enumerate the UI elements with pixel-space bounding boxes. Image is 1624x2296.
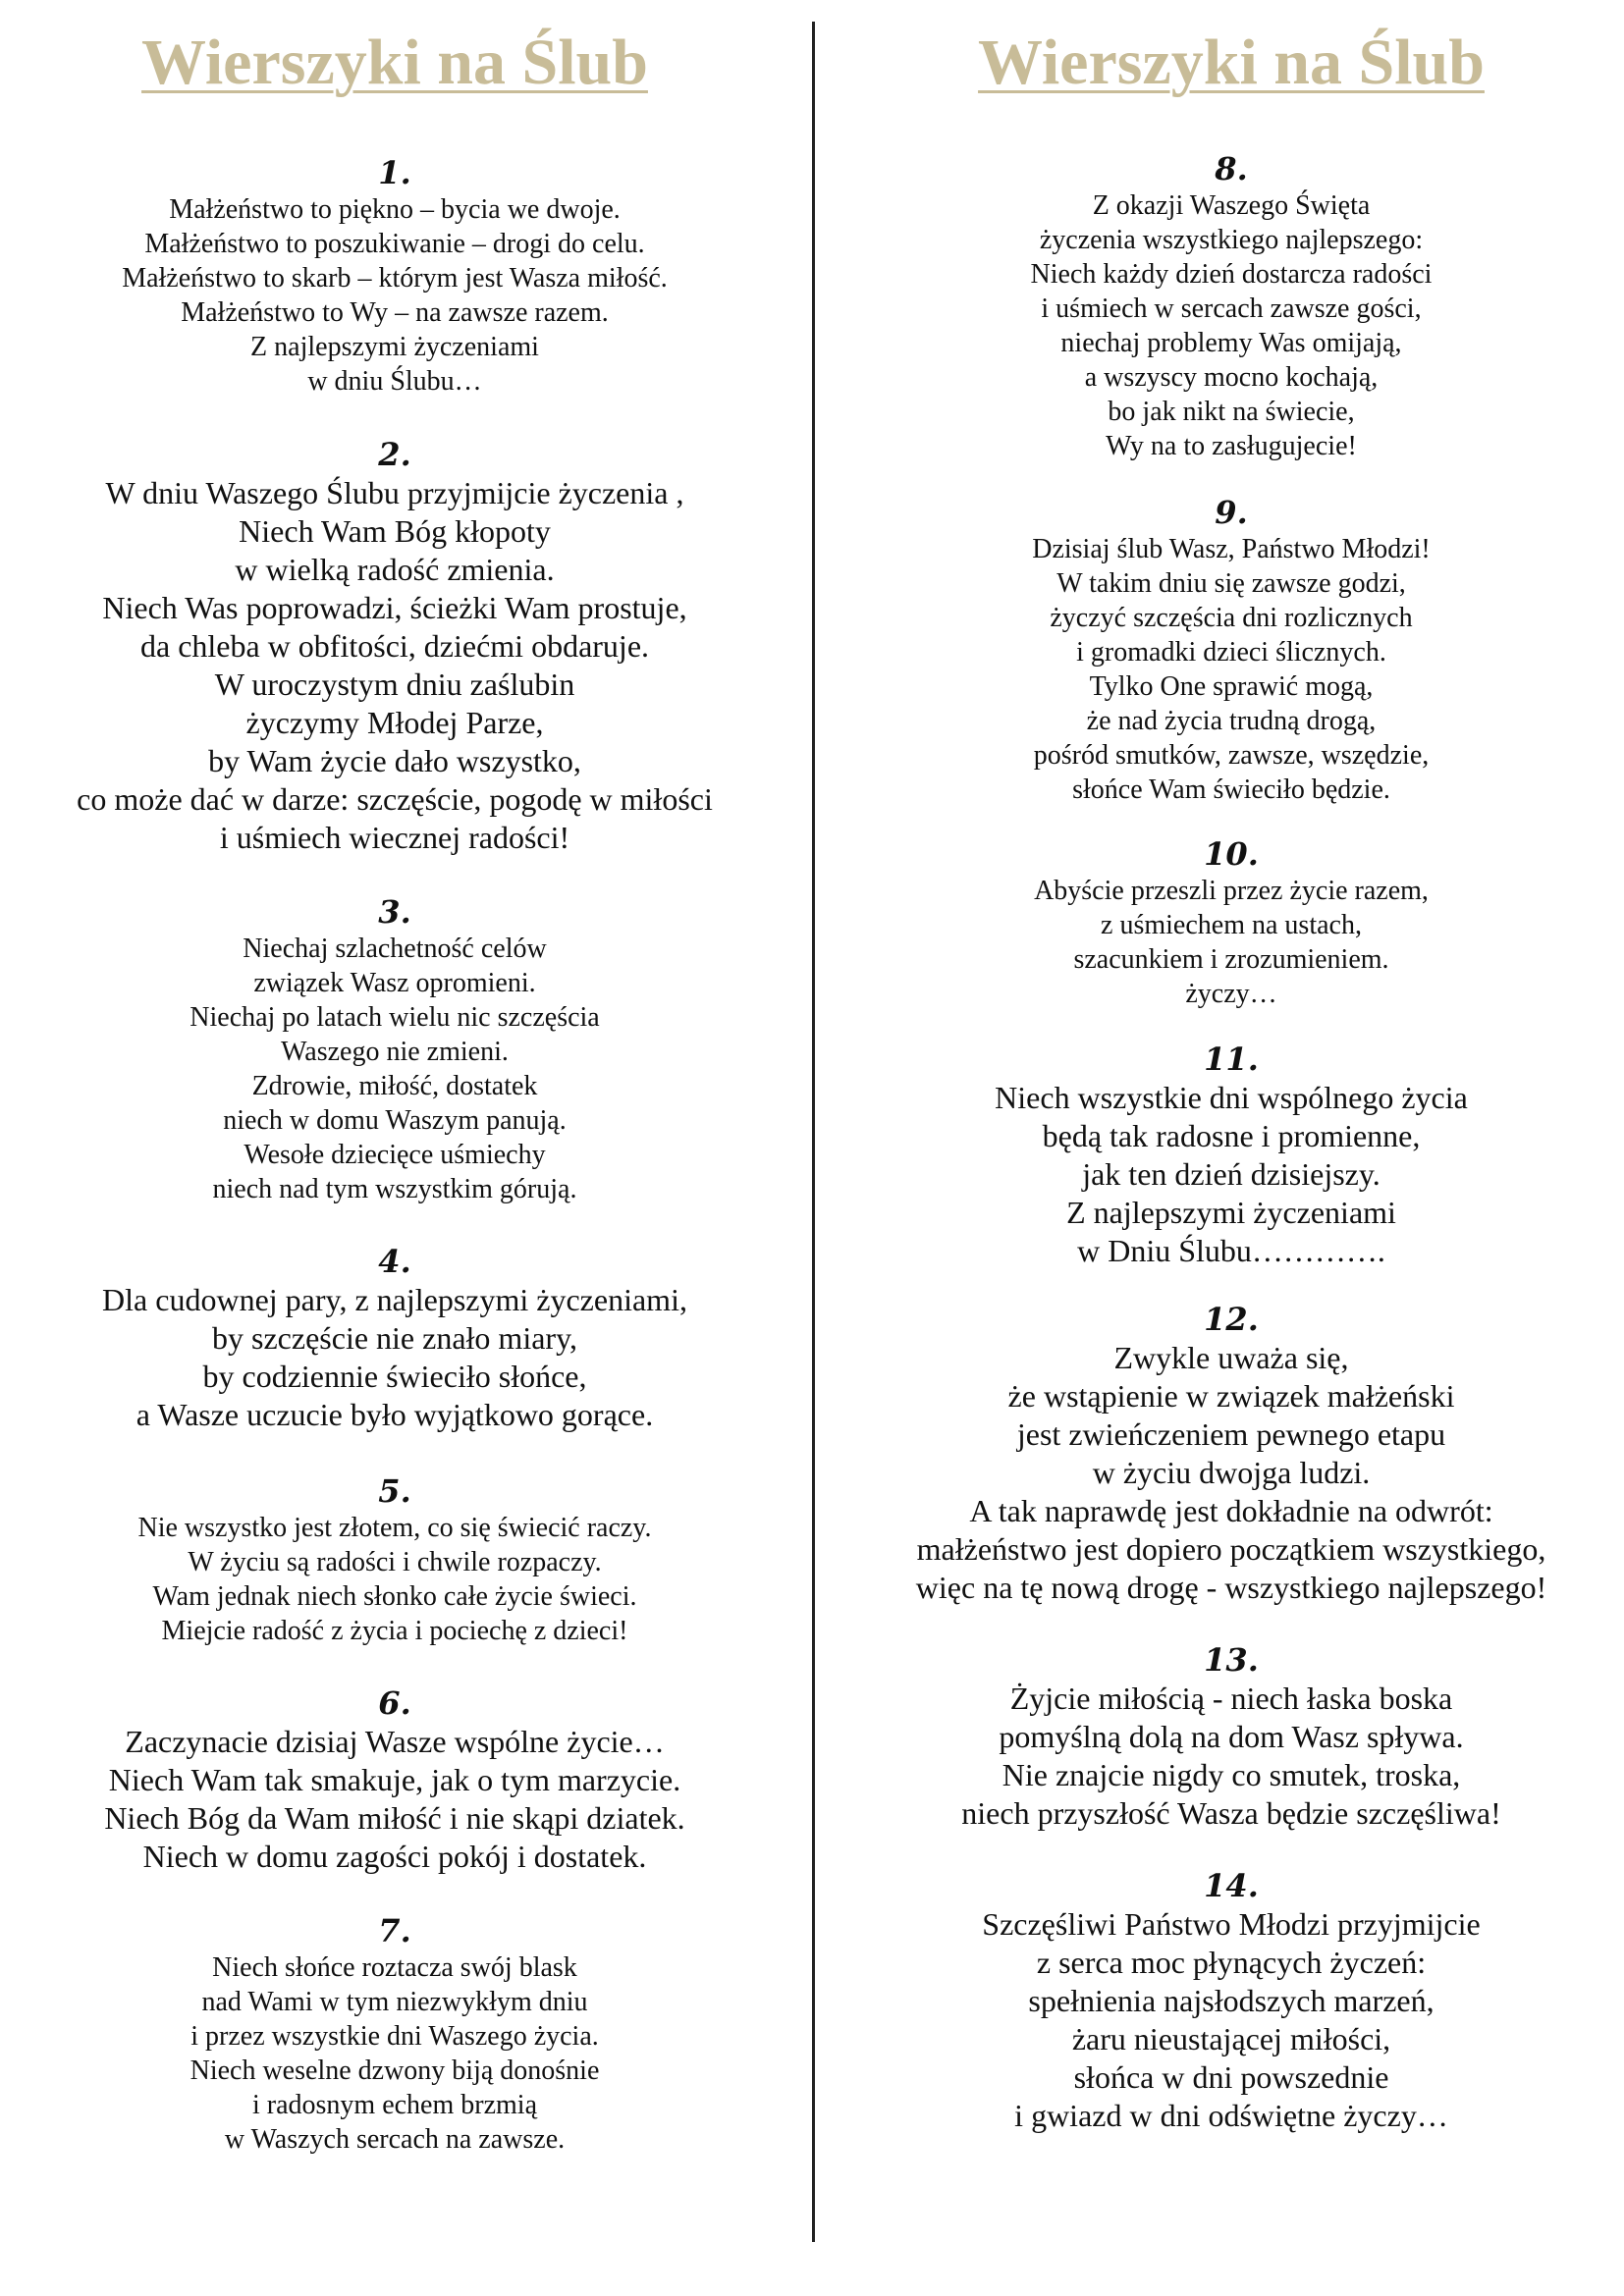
poem-line: Niech Wam Bóg kłopoty xyxy=(239,513,551,549)
poem-line: Małżeństwo to piękno – bycia we dwoje. xyxy=(169,194,621,225)
poem-line: W życiu są radości i chwile rozpaczy. xyxy=(188,1547,602,1577)
poem-line: jest zwieńczeniem pewnego etapu xyxy=(1016,1416,1446,1452)
poem-line: Niech w domu zagości pokój i dostatek. xyxy=(142,1839,647,1874)
poem-4 xyxy=(2,1242,787,1434)
poem-line: Niech Bóg da Wam miłość i nie skąpi dziatek. xyxy=(104,1800,685,1836)
poem-number: 3. xyxy=(378,893,411,931)
poem-line: pośród smutków, zawsze, wszędzie, xyxy=(1033,740,1430,771)
poem-line: Niechaj szlachetność celów xyxy=(243,934,547,964)
poem-7 xyxy=(2,1911,787,2157)
poem-line: Wam jednak niech słonko całe życie świeci. xyxy=(152,1581,637,1612)
poem-line: co może dać w darze: szczęście, pogodę w miłości xyxy=(77,781,713,817)
poem-line: Niech weselne dzwony biją donośnie xyxy=(189,2056,600,2086)
poem-number: 4. xyxy=(378,1243,411,1280)
poem-line: i uśmiech w sercach zawsze gości, xyxy=(1041,294,1422,324)
poem-number: 6. xyxy=(378,1684,411,1722)
poem-3 xyxy=(2,892,787,1206)
poem-line: by Wam życie dało wszystko, xyxy=(208,743,581,778)
poem-9 xyxy=(839,493,1624,807)
poem-line: Abyście przeszli przez życie razem, xyxy=(1034,876,1429,906)
poem-10 xyxy=(839,834,1624,1011)
poem-line: małżeństwo jest dopiero początkiem wszystkiego, xyxy=(916,1531,1546,1567)
poem-line: Z najlepszymi życzeniami xyxy=(1066,1195,1396,1230)
poem-number: 1. xyxy=(378,154,411,191)
poem-number: 8. xyxy=(1215,150,1248,187)
poem-line: żaru nieustającej miłości, xyxy=(1071,2021,1391,2056)
poem-6 xyxy=(2,1683,787,1876)
poem-line: Dla cudownej pary, z najlepszymi życzeniami, xyxy=(102,1282,687,1317)
poem-line: Szczęśliwi Państwo Młodzi przyjmijcie xyxy=(982,1906,1481,1942)
poem-line: Żyjcie miłością - niech łaska boska xyxy=(1009,1681,1453,1716)
poem-line: słońca w dni powszednie xyxy=(1073,2059,1389,2095)
poem-line: Małżeństwo to poszukiwanie – drogi do celu. xyxy=(144,229,645,259)
poem-line: słońce Wam świeciło będzie. xyxy=(1072,774,1390,805)
page-title: Wierszyki na Ślub xyxy=(141,27,648,98)
poem-line: Nie znajcie nigdy co smutek, troska, xyxy=(1001,1757,1461,1792)
poem-line: pomyślną dolą na dom Wasz spływa. xyxy=(999,1719,1464,1754)
poem-line: a wszyscy mocno kochają, xyxy=(1084,362,1379,393)
poem-line: i radosnym echem brzmią xyxy=(251,2090,537,2120)
poem-line: Zaczynacie dzisiaj Wasze wspólne życie… xyxy=(125,1724,665,1759)
poem-line: Niech każdy dzień dostarcza radości xyxy=(1030,259,1433,290)
poem-line: niech nad tym wszystkim górują. xyxy=(212,1174,577,1204)
poem-number: 11. xyxy=(1204,1041,1259,1078)
poem-line: jak ten dzień dzisiejszy. xyxy=(1082,1156,1380,1192)
poem-line: Z najlepszymi życzeniami xyxy=(250,332,539,362)
poem-line: a Wasze uczucie było wyjątkowo gorące. xyxy=(135,1397,654,1432)
poem-line: Niech wszystkie dni wspólnego życia xyxy=(995,1080,1468,1115)
poem-line: Niech słońce roztacza swój blask xyxy=(212,1952,577,1983)
poem-line: z serca moc płynących życzeń: xyxy=(1036,1945,1427,1980)
poem-line: Zwykle uważa się, xyxy=(1113,1340,1349,1375)
poem-line: z uśmiechem na ustach, xyxy=(1101,910,1362,940)
poem-line: i uśmiech wiecznej radości! xyxy=(219,820,570,855)
poem-line: w życiu dwojga ludzi. xyxy=(1092,1455,1371,1490)
poem-12 xyxy=(839,1300,1624,1607)
poem-line: Zdrowie, miłość, dostatek xyxy=(251,1071,538,1101)
poem-line: niech przyszłość Wasza będzie szczęśliwa! xyxy=(961,1795,1501,1831)
poem-line: życzy… xyxy=(1185,979,1277,1009)
poem-8 xyxy=(839,149,1624,463)
poem-14 xyxy=(839,1866,1624,2135)
poem-line: życzyć szczęścia dni rozlicznych xyxy=(1050,603,1413,633)
poem-2 xyxy=(2,435,787,857)
poem-13 xyxy=(839,1640,1624,1833)
poem-line: będą tak radosne i promienne, xyxy=(1042,1118,1421,1153)
poem-line: Z okazji Waszego Święta xyxy=(1092,190,1371,221)
poem-number: 9. xyxy=(1215,494,1248,531)
poem-line: życzymy Młodej Parze, xyxy=(245,705,544,740)
poem-line: da chleba w obfitości, dziećmi obdaruje. xyxy=(139,628,650,664)
poem-line: w dniu Ślubu… xyxy=(307,366,482,397)
poem-line: i przez wszystkie dni Waszego życia. xyxy=(190,2021,599,2052)
poem-line: W takim dniu się zawsze godzi, xyxy=(1056,568,1406,599)
right-column xyxy=(839,0,1624,2135)
poem-line: Miejcie radość z życia i pociechę z dzieci! xyxy=(161,1616,628,1646)
poem-line: związek Wasz opromieni. xyxy=(253,968,536,998)
poem-line: Niech Was poprowadzi, ścieżki Wam prostuje, xyxy=(102,590,687,625)
poem-line: że nad życia trudną drogą, xyxy=(1086,706,1377,736)
poem-line: W uroczystym dniu zaślubin xyxy=(214,667,575,702)
poem-11 xyxy=(839,1040,1624,1270)
poem-line: w wielką radość zmienia. xyxy=(235,552,555,587)
poem-line: Waszego nie zmieni. xyxy=(281,1037,509,1067)
poem-line: Dzisiaj ślub Wasz, Państwo Młodzi! xyxy=(1032,534,1431,564)
poem-number: 7. xyxy=(378,1912,411,1949)
poem-line: Małżeństwo to Wy – na zawsze razem. xyxy=(181,297,609,328)
poem-line: życzenia wszystkiego najlepszego: xyxy=(1039,225,1424,255)
poem-line: Małżeństwo to skarb – którym jest Wasza miłość. xyxy=(122,263,668,294)
left-column xyxy=(2,0,787,2157)
poem-number: 13. xyxy=(1204,1641,1259,1679)
poem-number: 14. xyxy=(1204,1867,1259,1904)
poem-5 xyxy=(2,1471,787,1648)
poem-line: Wy na to zasługujecie! xyxy=(1106,431,1357,461)
poem-line: w Dniu Ślubu…………. xyxy=(1077,1233,1385,1268)
poem-line: niechaj problemy Was omijają, xyxy=(1060,328,1402,358)
poem-line: W dniu Waszego Ślubu przyjmijcie życzenia , xyxy=(105,475,684,510)
poem-line: i gromadki dzieci ślicznych. xyxy=(1076,637,1386,667)
column-divider xyxy=(812,22,815,2242)
page-title-right: Wierszyki na Ślub xyxy=(978,27,1485,98)
poem-line: bo jak nikt na świecie, xyxy=(1108,397,1355,427)
poem-line: więc na tę nową drogę - wszystkiego najlepszego! xyxy=(915,1570,1547,1605)
poem-line: Tylko One sprawić mogą, xyxy=(1089,671,1374,702)
poem-number: 5. xyxy=(378,1472,411,1510)
poem-line: niech w domu Waszym panują. xyxy=(223,1105,567,1136)
poem-line: Niechaj po latach wielu nic szczęścia xyxy=(189,1002,600,1033)
poem-line: A tak naprawdę jest dokładnie na odwrót: xyxy=(969,1493,1493,1528)
poem-line: Nie wszystko jest złotem, co się świecić raczy. xyxy=(137,1513,652,1543)
poem-line: nad Wami w tym niezwykłym dniu xyxy=(201,1987,588,2017)
poem-number: 2. xyxy=(378,436,411,473)
poem-number: 10. xyxy=(1204,835,1259,873)
poem-line: że wstąpienie w związek małżeński xyxy=(1007,1378,1455,1414)
poem-1 xyxy=(2,153,787,399)
poem-number: 12. xyxy=(1204,1301,1259,1338)
poem-line: spełnienia najsłodszych marzeń, xyxy=(1028,1983,1435,2018)
poem-line: w Waszych sercach na zawsze. xyxy=(224,2124,566,2155)
poem-line: szacunkiem i zrozumieniem. xyxy=(1073,944,1389,975)
poem-line: i gwiazd w dni odświętne życzy… xyxy=(1014,2098,1448,2133)
poem-line: Wesołe dziecięce uśmiechy xyxy=(244,1140,546,1170)
poem-line: by codziennie świeciło słońce, xyxy=(202,1359,587,1394)
poem-line: by szczęście nie znało miary, xyxy=(212,1320,577,1356)
poem-line: Niech Wam tak smakuje, jak o tym marzycie. xyxy=(108,1762,681,1797)
